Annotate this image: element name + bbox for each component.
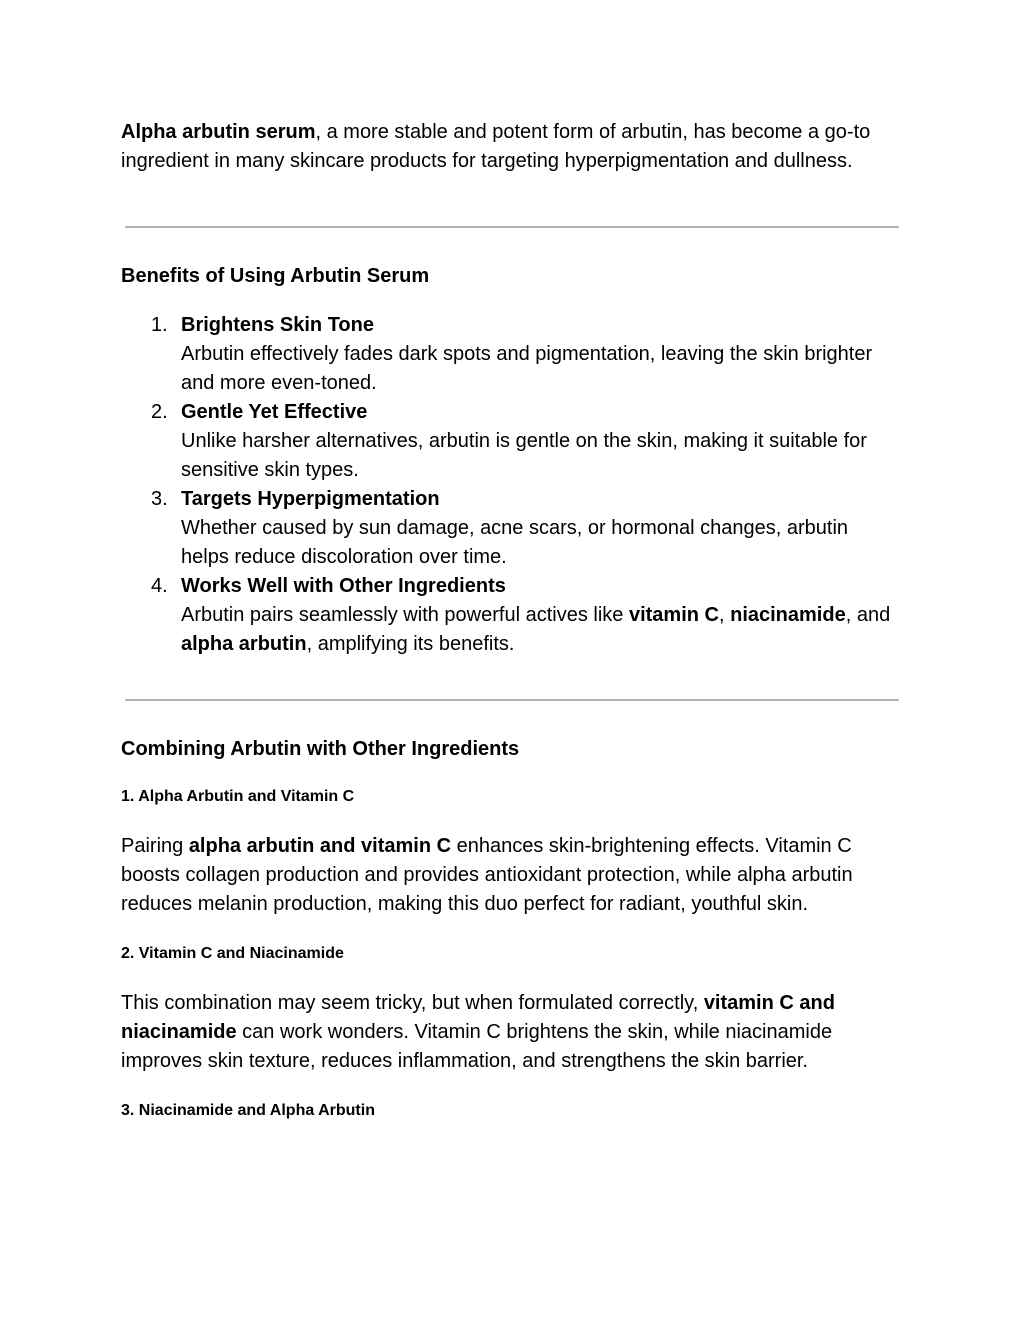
text-segment: can work wonders. Vitamin C brightens the skin, while niacinamide improves skin texture, reduces inflammation, and strengthens the skin barrier. — [121, 1021, 833, 1072]
section-subheading: 3. Niacinamide and Alpha Arbutin — [121, 1102, 375, 1119]
divider — [125, 226, 899, 228]
benefit-text: Whether caused by sun damage, acne scars, or hormonal changes, arbutin helps reduce discoloration over time. — [181, 517, 849, 568]
section-paragraph — [121, 832, 901, 919]
text-segment: , amplifying its benefits. — [306, 633, 515, 655]
benefit-text — [181, 604, 890, 655]
bold-segment: alpha arbutin and vitamin C — [188, 835, 452, 857]
benefits-heading: Benefits of Using Arbutin Serum — [121, 265, 430, 287]
bold-segment: vitamin C and niacinamide — [121, 992, 835, 1043]
benefit-title: Gentle Yet Effective — [181, 401, 368, 423]
section-paragraph — [121, 989, 901, 1076]
list-number: 1. — [151, 314, 168, 336]
text-segment: This combination may seem tricky, but when formulated correctly, — [121, 992, 704, 1014]
bold-segment: niacinamide — [730, 604, 846, 626]
intro-text: , a more stable and potent form of arbutin, has become a go-to ingredient in many skincare products for targeting hyperpigmentation and dullness. — [121, 121, 871, 172]
text-segment: Arbutin pairs seamlessly with powerful actives like — [181, 604, 629, 626]
intro-paragraph — [121, 118, 901, 176]
list-number: 2. — [151, 401, 168, 423]
intro-bold: Alpha arbutin serum — [121, 121, 316, 143]
section-subheading: 2. Vitamin C and Niacinamide — [121, 945, 344, 962]
benefit-title: Works Well with Other Ingredients — [181, 575, 506, 597]
text-segment: , — [718, 604, 731, 626]
text-segment: , and — [845, 604, 891, 626]
benefits-list — [121, 311, 901, 659]
combining-heading: Combining Arbutin with Other Ingredients — [121, 738, 520, 760]
text-segment: Pairing — [121, 835, 189, 857]
benefit-title: Targets Hyperpigmentation — [181, 488, 440, 510]
list-item — [121, 572, 901, 659]
bold-segment: vitamin C — [628, 604, 719, 626]
section-subheading: 1. Alpha Arbutin and Vitamin C — [121, 788, 355, 805]
text-segment: enhances skin-brightening effects. Vitamin C boosts collagen production and provides antioxidant protection, while alpha arbutin reduces melanin production, making this duo perfect for radiant, youthful skin. — [121, 835, 853, 915]
list-item — [121, 485, 901, 572]
list-number: 3. — [151, 488, 168, 510]
benefit-title: Brightens Skin Tone — [181, 314, 374, 336]
benefit-text: Unlike harsher alternatives, arbutin is gentle on the skin, making it suitable for sensitive skin types. — [181, 430, 867, 481]
list-item — [121, 398, 901, 485]
divider — [125, 699, 899, 701]
benefit-text: Arbutin effectively fades dark spots and pigmentation, leaving the skin brighter and more even-toned. — [181, 343, 873, 394]
list-item — [121, 311, 901, 398]
bold-segment: alpha arbutin — [181, 633, 307, 655]
list-number: 4. — [151, 575, 168, 597]
document-page — [121, 118, 901, 1122]
